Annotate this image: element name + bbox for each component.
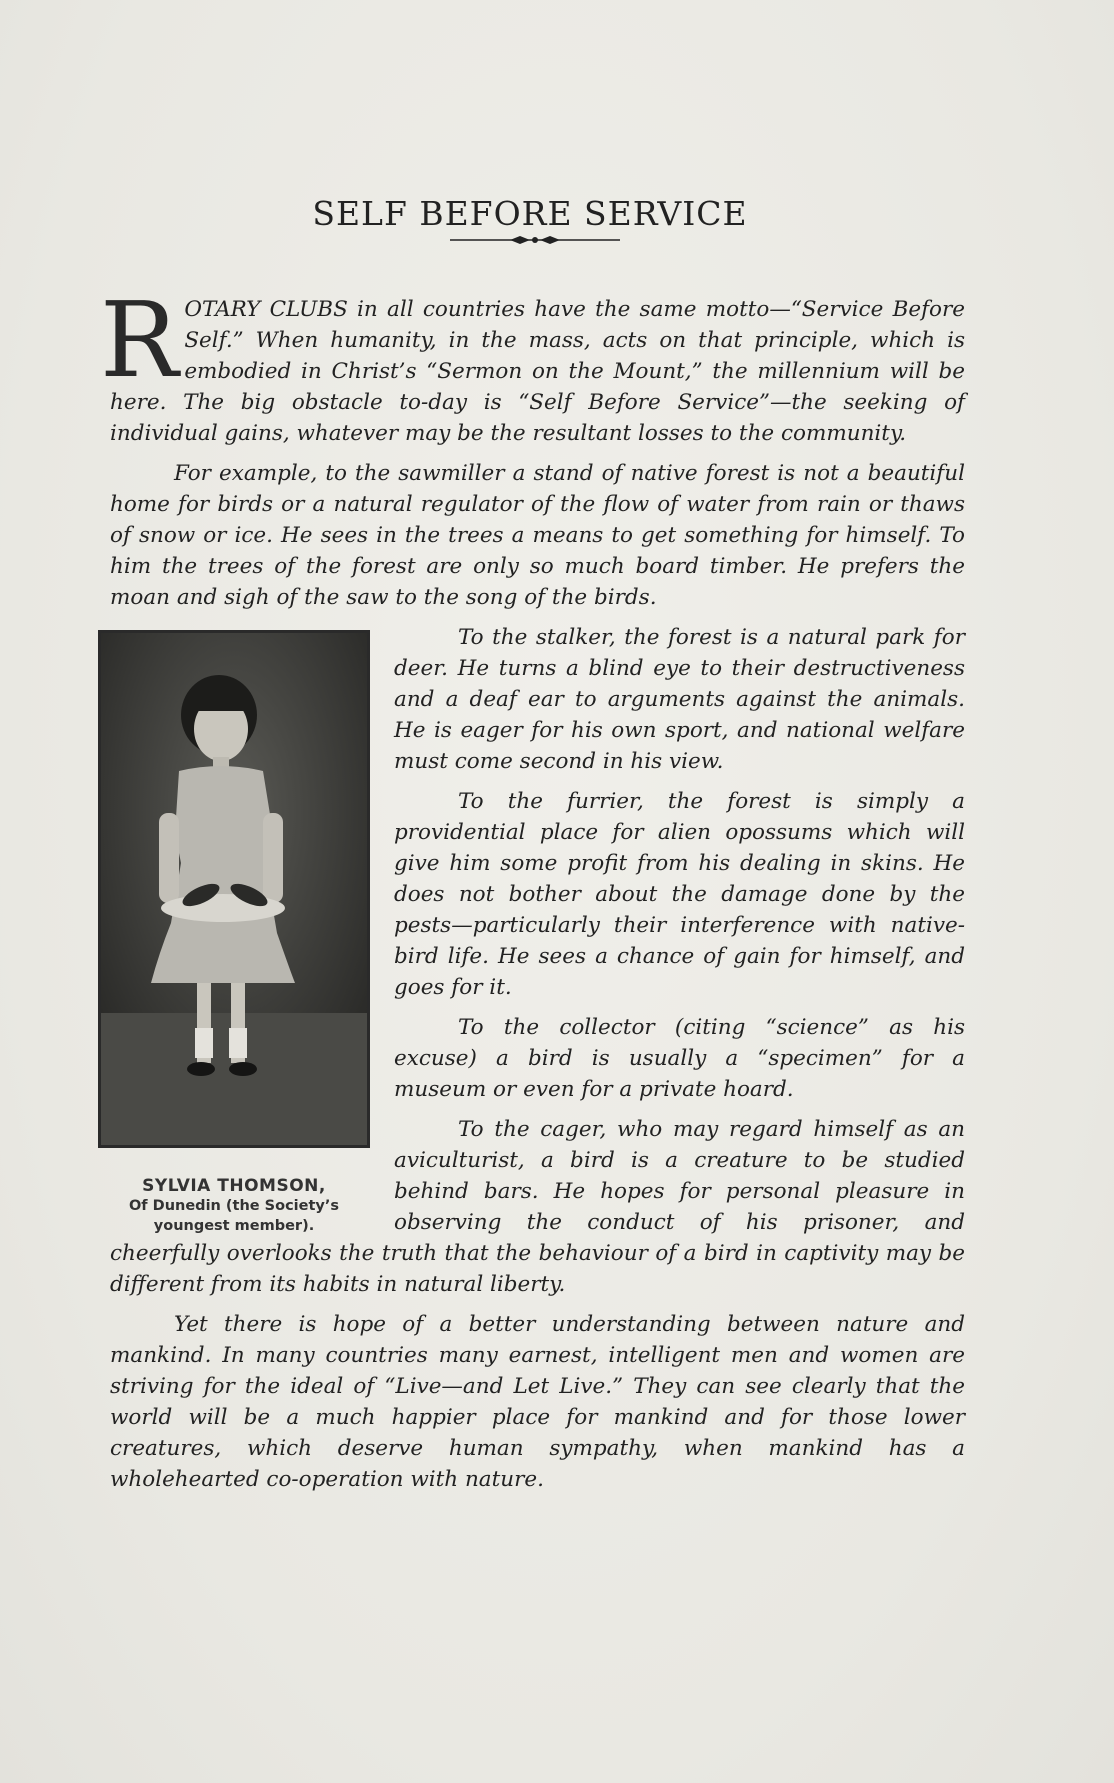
page-title: SELF BEFORE SERVICE bbox=[312, 194, 748, 234]
paragraph-1: ROTARY CLUBS in all countries have the same motto—“Service Before Self.” When humanity, in the mass, acts on that principle, which is embodied in Christ’s “Sermon on the Mount,” the millennium will be here. The big obstacle to-day is “Self Before Service”—the seeking of individual gains, whatever may be the resultant losses to the community. bbox=[100, 279, 965, 446]
paragraph-5: To the collector (citing “science” as his excuse) a bird is usually a “specimen” for a museum or even for a private hoard. bbox=[394, 1015, 965, 1102]
caption-line-2: youngest member). bbox=[153, 1218, 315, 1234]
photo-sylvia-thomson bbox=[98, 630, 370, 1148]
photo-caption bbox=[98, 1176, 370, 1236]
paragraph-4: To the furrier, the forest is simply a providential place for alien opossums which will give him some profit from his dealing in skins. He does not bother about the damage done by the pests—particularly their interference with native-bird life. He sees a chance of gain for himself, and goes for it. bbox=[394, 789, 965, 1000]
paragraph-3: To the stalker, the forest is a natural park for deer. He turns a blind eye to their destructiveness and a deaf ear to arguments against the animals. He is eager for his own sport, and national welfare must come second in his view. bbox=[394, 625, 965, 774]
article-body bbox=[100, 279, 965, 1504]
paragraph-2: For example, to the sawmiller a stand of native forest is not a beautiful home for birds or a natural regulator of the flow of water from rain or thaws of snow or ice. He sees in the trees a means to get something for himself. To him the trees of the forest are only so much board timber. He prefers the moan and sigh of the saw to the song of the birds. bbox=[110, 461, 965, 610]
caption-line-1: Of Dunedin (the Society’s bbox=[128, 1198, 339, 1214]
photo-figure bbox=[98, 630, 370, 1236]
title-ornament bbox=[450, 234, 620, 246]
paragraph-6: To the cager, who may regard himself as an aviculturist, a bird is a creature to be studied behind bars. He hopes for personal pleasure in observing the conduct of his prisoner, and cheerfully overlooks the truth that the behaviour of a bird in captivity may be different from its habits in natural liberty. bbox=[110, 1117, 965, 1297]
caption-name: SYLVIA THOMSON, bbox=[142, 1176, 326, 1196]
drop-cap: R bbox=[100, 279, 179, 401]
paragraph-7: Yet there is hope of a better understanding between nature and mankind. In many countries many earnest, intelligent men and women are striving for the ideal of “Live—and Let Live.” They can see clearly that the world will be a much happier place for mankind and for those lower creatures, which deserve human sympathy, when mankind has a wholehearted co-operation with nature. bbox=[110, 1312, 965, 1492]
